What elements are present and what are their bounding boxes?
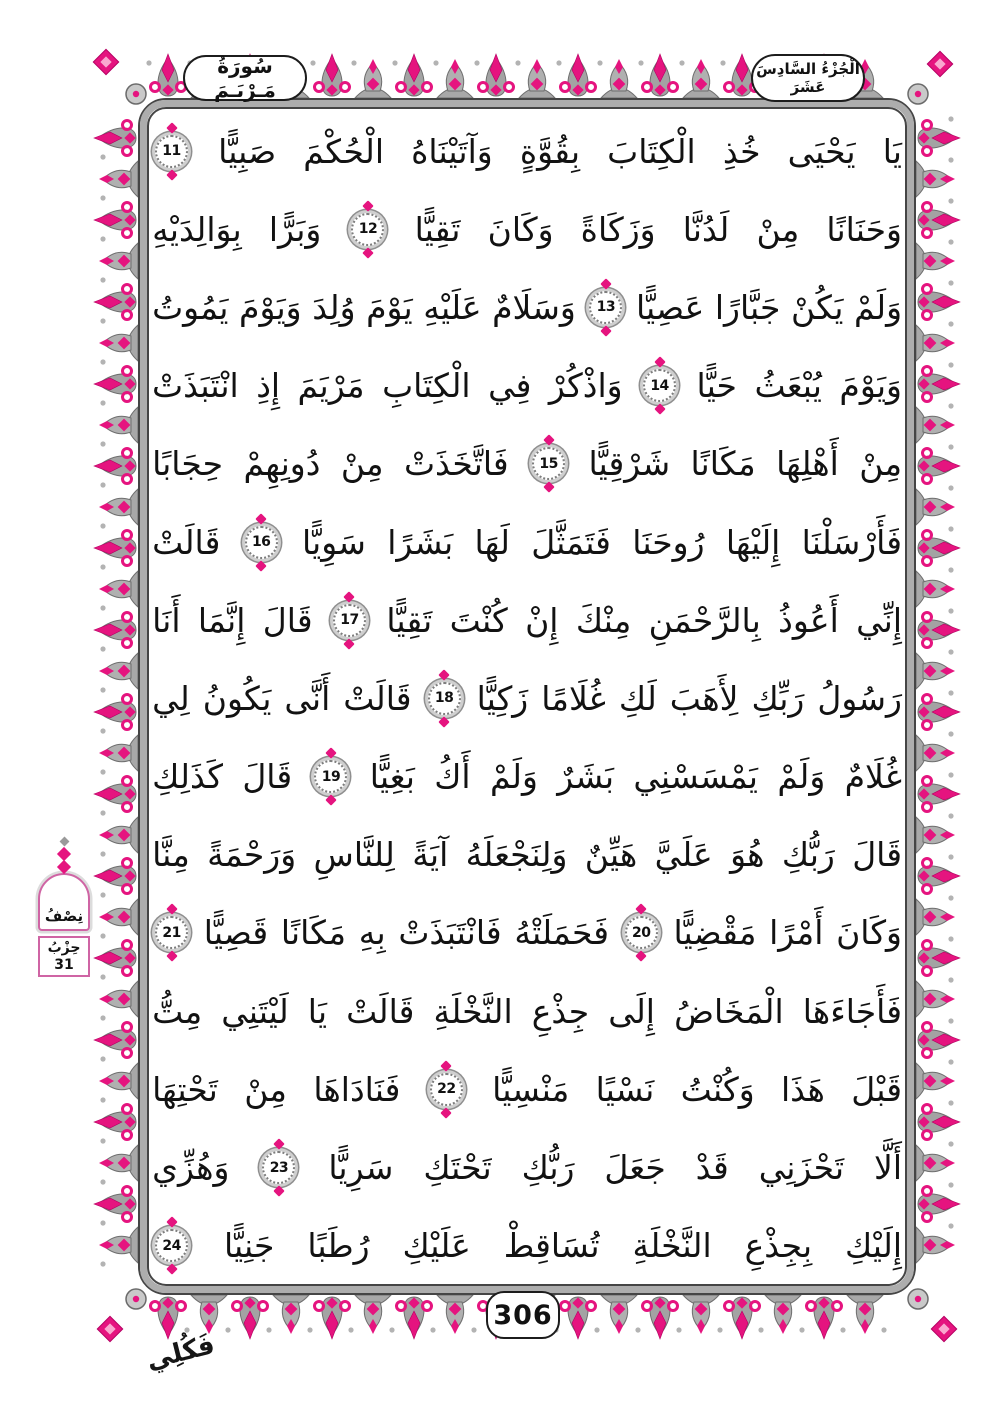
quran-word: تَقِيًّا	[386, 600, 433, 640]
ayah-finial-bottom-icon	[543, 482, 554, 493]
quran-line	[152, 268, 902, 346]
quran-word: إِذِ	[256, 366, 281, 406]
quran-word: انْتَبَذَتْ	[152, 366, 239, 406]
ayah-marker	[155, 121, 188, 182]
quran-word: هَذَا	[781, 1069, 825, 1109]
quran-word: مَكَانًا	[280, 913, 347, 953]
quran-word: عَلَيَّ	[654, 835, 713, 875]
quran-word: وَيَوْمَ	[239, 287, 302, 327]
ayah-number: 23	[269, 1159, 289, 1176]
quran-word: قَالَتْ	[152, 522, 221, 562]
quran-word: وَآتَيْنَاهُ	[411, 131, 493, 171]
quran-word: قَبْلَ	[851, 1069, 902, 1109]
ayah-marker	[245, 512, 278, 573]
quran-word: إِنْ	[525, 600, 559, 640]
ayah-ring	[430, 1073, 463, 1106]
quran-word: غُلَامًا	[541, 678, 606, 718]
ayah-ring	[314, 760, 347, 793]
quran-word: نَسْيًا	[595, 1069, 655, 1109]
quran-word: إِلَيْكِ	[845, 1226, 902, 1266]
ayah-finial-top-icon	[600, 278, 611, 289]
quran-word: وَكُنْتُ	[680, 1069, 755, 1109]
quran-word: يَحْيَى	[787, 131, 856, 171]
quran-word: وَسَلَامٌ	[492, 287, 576, 327]
quran-line	[152, 112, 902, 190]
quran-word: إِنَّمَا	[197, 600, 246, 640]
quran-word: وَاذْكُرْ	[548, 366, 623, 406]
quran-word: حِجَابًا	[152, 444, 224, 484]
ayah-finial-top-icon	[166, 1217, 177, 1228]
ayah-finial-bottom-icon	[344, 638, 355, 649]
ayah-finial-top-icon	[441, 1060, 452, 1071]
quran-word: فَنَادَاهَا	[313, 1069, 401, 1109]
quran-word: قَالَتْ	[343, 678, 412, 718]
quran-word: عَصِيًّا	[635, 287, 705, 327]
quran-word: عَلَيْهِ	[423, 287, 482, 327]
quran-line	[152, 738, 902, 816]
quran-word: إِنِّي	[856, 600, 902, 640]
ayah-marker	[430, 1059, 463, 1120]
ayah-finial-top-icon	[654, 356, 665, 367]
quran-line	[152, 816, 902, 894]
quran-word: لَدُنَّا	[682, 209, 730, 249]
quran-word: لَيْتَنِي	[221, 991, 289, 1031]
quran-word: مَكَانًا	[690, 444, 756, 484]
quran-word: أَعُوذُ	[778, 600, 839, 640]
ayah-finial-bottom-icon	[166, 1264, 177, 1275]
quran-word: وَلَمْ	[489, 757, 538, 797]
quran-word: فِي	[488, 366, 532, 406]
ayah-marker	[625, 902, 658, 963]
quran-word: رُوحَنَا	[632, 522, 705, 562]
quran-word: جَبَّارًا	[714, 287, 781, 327]
quran-word: الْكِتَابَ	[607, 131, 696, 171]
quran-word: جَعَلَ	[604, 1148, 666, 1188]
quran-word: مَنْسِيًّا	[492, 1069, 570, 1109]
hizb-half-marker	[34, 836, 94, 977]
quran-word: سَرِيًّا	[328, 1148, 394, 1188]
quran-word: بَغِيًّا	[369, 757, 415, 797]
quran-word: مِنْ	[859, 444, 902, 484]
ayah-number: 13	[596, 299, 616, 316]
quran-word: قَالَ	[242, 757, 293, 797]
surah-title-cartouche	[183, 55, 307, 101]
quran-word: لَهَا	[474, 522, 510, 562]
ayah-finial-bottom-icon	[438, 716, 449, 727]
ayah-number: 20	[632, 924, 651, 941]
ayah-ring	[643, 369, 676, 402]
quran-word: يُبْعَثُ	[754, 366, 822, 406]
ayah-marker	[351, 199, 384, 260]
quran-word: يَا	[307, 991, 328, 1031]
quran-word: بَشَرًا	[387, 522, 454, 562]
quran-line	[152, 190, 902, 268]
quran-word: وَكَانَ	[487, 209, 554, 249]
quran-word: لِي	[152, 678, 190, 718]
ayah-number: 16	[251, 534, 271, 551]
ayah-finial-bottom-icon	[600, 325, 611, 336]
quran-word: رَبُّكِ	[781, 835, 835, 875]
quran-word: بِوَالِدَيْهِ	[152, 209, 242, 249]
quran-word: وَبَرًّا	[268, 209, 322, 249]
quran-word: صَبِيًّا	[218, 131, 277, 171]
quran-word: مَقْضِيًّا	[673, 913, 757, 953]
quran-word: مِنَّا	[152, 835, 190, 875]
ayah-finial-top-icon	[166, 904, 177, 915]
quran-line	[152, 894, 902, 972]
quran-word: قَصِيًّا	[203, 913, 269, 953]
nisf-label: نِصْفُ	[44, 907, 84, 925]
quran-word: أَنَّى	[284, 678, 331, 718]
quran-word: رَبُّكِ	[521, 1148, 575, 1188]
quran-word: أَنَا	[152, 600, 181, 640]
quran-word: خُذِ	[722, 131, 761, 171]
quran-line	[152, 1128, 902, 1206]
quran-word: يَكُونُ	[202, 678, 272, 718]
quran-line	[152, 659, 902, 737]
quran-word: وَرَحْمَةً	[207, 835, 297, 875]
quran-word: أَكُ	[434, 757, 471, 797]
quran-line	[152, 425, 902, 503]
quran-word: يَمْسَسْنِي	[633, 757, 758, 797]
quran-word: دُونِهِمْ	[243, 444, 321, 484]
quran-word: وَكَانَ	[836, 913, 902, 953]
quran-word: تَحْتِهَا	[152, 1069, 218, 1109]
quran-word: مِنْكَ	[575, 600, 632, 640]
quran-line	[152, 1207, 902, 1285]
page-number: 306	[493, 1299, 553, 1331]
ayah-finial-bottom-icon	[325, 794, 336, 805]
ayah-finial-bottom-icon	[166, 951, 177, 962]
ayah-number: 11	[162, 143, 181, 160]
ayah-finial-top-icon	[636, 904, 647, 915]
quran-word: تُسَاقِطْ	[503, 1226, 600, 1266]
quran-word: وَيَوْمَ	[839, 366, 902, 406]
quran-word: هَيِّنٌ	[584, 835, 638, 875]
quran-word: وَلِنَجْعَلَهُ	[465, 835, 568, 875]
quran-line	[152, 972, 902, 1050]
quran-word: مِنْ	[340, 444, 384, 484]
quran-line	[152, 503, 902, 581]
ayah-finial-bottom-icon	[441, 1107, 452, 1118]
quran-word: وَلَمْ	[854, 287, 902, 327]
quran-word: رَبِّكِ	[751, 678, 805, 718]
ayah-number: 17	[340, 612, 359, 629]
quran-word: جِذْعِ	[531, 991, 590, 1031]
quran-word: بِالرَّحْمَنِ	[648, 600, 761, 640]
quran-word: حَيًّا	[696, 366, 737, 406]
ayah-finial-bottom-icon	[256, 560, 267, 571]
quran-word: لِلنَّاسِ	[313, 835, 395, 875]
ayah-finial-top-icon	[166, 122, 177, 133]
quran-word: لَكِ	[618, 678, 657, 718]
ayah-ring	[155, 916, 188, 949]
ayah-finial-bottom-icon	[166, 169, 177, 180]
quran-word: فَحَمَلَتْهُ	[514, 913, 610, 953]
ayah-number: 22	[437, 1081, 456, 1098]
quran-word: مِنْ	[244, 1069, 287, 1109]
ayah-finial-top-icon	[438, 669, 449, 680]
ayah-ring	[155, 1229, 188, 1262]
quran-word: فَأَجَاءَهَا	[802, 991, 902, 1031]
hizb-label: حِزْبُ	[47, 940, 81, 956]
quran-word: يَمُوتُ	[152, 287, 229, 327]
quran-word: الْحُكْمَ	[303, 131, 384, 171]
hizb-box	[38, 936, 90, 977]
catchword: فَكُلِي	[143, 1330, 218, 1376]
quran-word: فَأَرْسَلْنَا	[801, 522, 902, 562]
ayah-ring	[351, 213, 384, 246]
nisf-dome	[38, 873, 90, 931]
ayah-finial-bottom-icon	[636, 951, 647, 962]
ayah-ring	[589, 291, 622, 324]
quran-word: كُنْتَ	[449, 600, 508, 640]
quran-word: رُطَبًا	[307, 1226, 370, 1266]
quran-word: فَاتَّخَذَتْ	[403, 444, 509, 484]
ayah-finial-top-icon	[256, 513, 267, 524]
quran-word: مِتُّ	[152, 991, 203, 1031]
quran-word: إِلَيْهَا	[725, 522, 781, 562]
quran-word: شَرْقِيًّا	[588, 444, 671, 484]
quran-word: قَدْ	[695, 1148, 729, 1188]
quran-word: بِهِ	[358, 913, 386, 953]
ayah-finial-top-icon	[273, 1138, 284, 1149]
ayah-number: 12	[358, 221, 378, 238]
ayah-ring	[532, 447, 565, 480]
quran-word: النَّخْلَةِ	[433, 991, 513, 1031]
quran-word: وَهُزِّي	[152, 1148, 230, 1188]
quran-text-area	[152, 112, 902, 1288]
quran-word: رَسُولُ	[817, 678, 902, 718]
ayah-finial-bottom-icon	[362, 247, 373, 258]
ayah-ring	[333, 604, 366, 637]
ayah-marker	[643, 355, 676, 416]
quran-word: هُوَ	[730, 835, 765, 875]
ayah-marker	[589, 277, 622, 338]
ayah-ring	[428, 682, 461, 715]
quran-word: إِلَى	[608, 991, 655, 1031]
quran-word: جَنِيًّا	[224, 1226, 275, 1266]
ayah-marker	[155, 1215, 188, 1276]
ayah-marker	[155, 902, 188, 963]
hizb-number: 31	[54, 956, 74, 973]
ayah-ring	[625, 916, 658, 949]
quran-word: زَكِيًّا	[476, 678, 529, 718]
ayah-marker	[428, 668, 461, 729]
quran-word: بَشَرٌ	[557, 757, 615, 797]
quran-word: يَكُنْ	[790, 287, 844, 327]
ayah-finial-top-icon	[344, 591, 355, 602]
ayah-number: 21	[162, 924, 181, 941]
quran-word: يَا	[882, 131, 902, 171]
page-number-cartouche	[486, 1291, 560, 1339]
ayah-ring	[245, 526, 278, 559]
quran-word: مَرْيَمَ	[297, 366, 365, 406]
quran-line	[152, 581, 902, 659]
ayah-finial-top-icon	[543, 435, 554, 446]
ayah-ring	[262, 1151, 295, 1184]
ayah-ring	[155, 135, 188, 168]
quran-word: وَزَكَاةً	[580, 209, 656, 249]
juz-title-cartouche	[751, 54, 865, 102]
quran-word: أَلَّا	[874, 1148, 902, 1188]
ayah-number: 19	[321, 768, 341, 785]
ayah-number: 24	[162, 1237, 181, 1254]
quran-word: النَّخْلَةِ	[632, 1226, 712, 1266]
quran-word: تَحْتَكِ	[423, 1148, 492, 1188]
ayah-marker	[532, 433, 565, 494]
ayah-marker	[262, 1137, 295, 1198]
quran-word: كَذَلِكِ	[152, 757, 223, 797]
quran-line	[152, 347, 902, 425]
quran-word: تَقِيًّا	[414, 209, 461, 249]
quran-word: فَتَمَثَّلَ	[531, 522, 611, 562]
quran-word: وُلِدَ	[312, 287, 356, 327]
ayah-finial-top-icon	[325, 747, 336, 758]
quran-word: بِقُوَّةٍ	[519, 131, 581, 171]
quran-word: وَحَنَانًا	[826, 209, 902, 249]
juz-title: الْجُزْءُ السَّادِسَ عَشَرَ	[756, 60, 860, 96]
quran-word: مِنْ	[756, 209, 800, 249]
quran-word: أَمْرًا	[769, 913, 824, 953]
quran-word: قَالَ	[262, 600, 313, 640]
quran-word: وَلَمْ	[777, 757, 826, 797]
quran-word: آيَةً	[412, 835, 449, 875]
ayah-finial-top-icon	[362, 200, 373, 211]
quran-word: قَالَتْ	[346, 991, 415, 1031]
quran-word: تَحْزَنِي	[758, 1148, 845, 1188]
quran-line	[152, 1050, 902, 1128]
quran-word: عَلَيْكِ	[402, 1226, 471, 1266]
quran-word: لِأَهَبَ	[669, 678, 739, 718]
ayah-marker	[333, 590, 366, 651]
ayah-number: 14	[650, 377, 669, 394]
finial-diamond-gray	[59, 837, 69, 847]
surah-title: سُورَةُ مَـرْيَـمَ	[214, 54, 276, 102]
ayah-finial-bottom-icon	[654, 403, 665, 414]
quran-word: الْمَخَاضُ	[674, 991, 784, 1031]
quran-word: فَانْتَبَذَتْ	[398, 913, 502, 953]
ayah-finial-bottom-icon	[273, 1185, 284, 1196]
quran-word: الْكِتَابِ	[382, 366, 471, 406]
ayah-marker	[314, 746, 347, 807]
quran-word: بِجِذْعِ	[744, 1226, 813, 1266]
quran-word: سَوِيًّا	[301, 522, 366, 562]
quran-word: أَهْلِهَا	[776, 444, 839, 484]
quran-word: غُلَامٌ	[844, 757, 902, 797]
quran-word: يَوْمَ	[366, 287, 413, 327]
quran-word: قَالَ	[852, 835, 902, 875]
ayah-number: 18	[434, 690, 454, 707]
ayah-number: 15	[539, 455, 558, 472]
